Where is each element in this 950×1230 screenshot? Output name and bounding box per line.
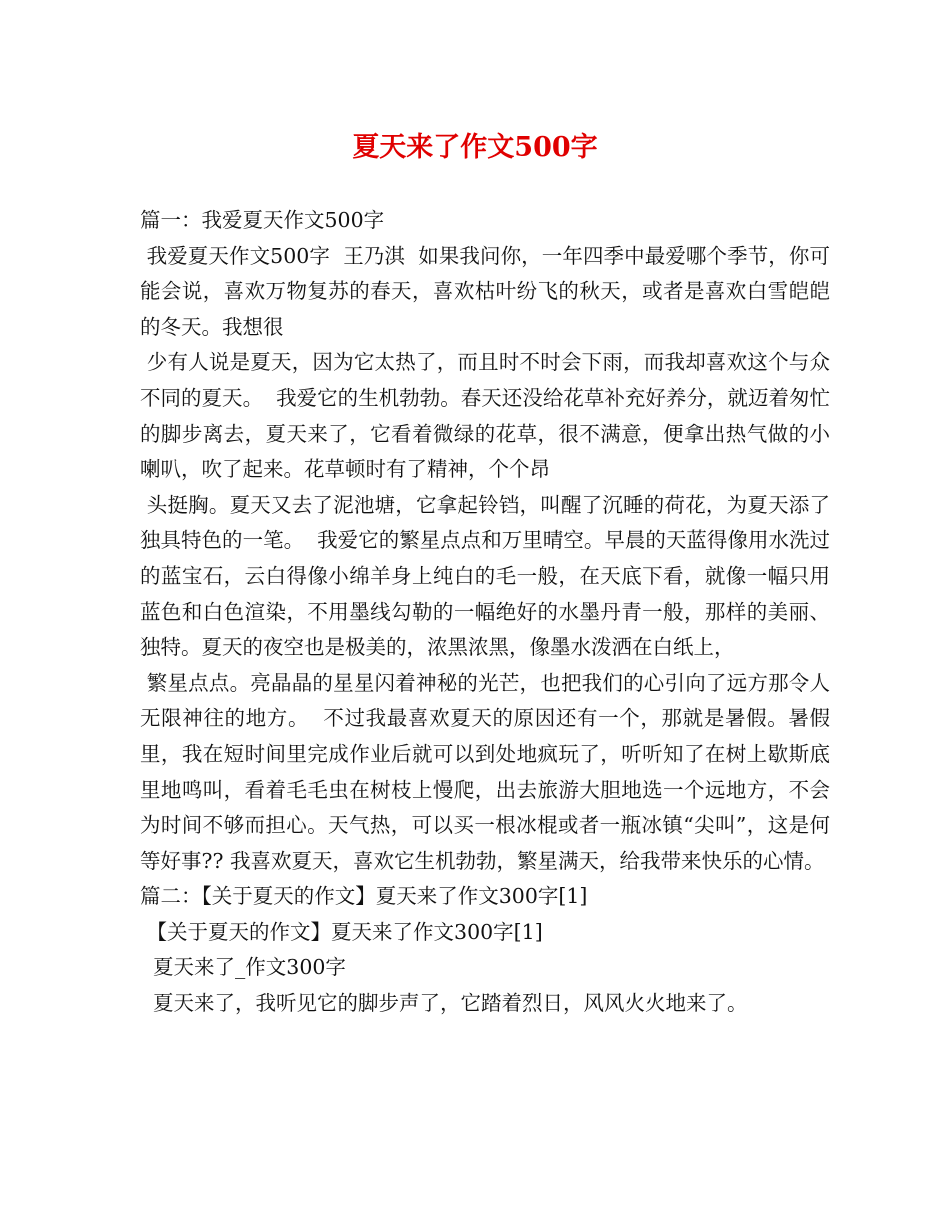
document-body: [140, 203, 830, 1022]
paragraph: 头挺胸。夏天又去了泥池塘，它拿起铃铛，叫醒了沉睡的荷花，为夏天添了独具特色的一笔。 我爱它的繁星点点和万里晴空。早晨的天蓝得像用水洗过的蓝宝石，云白得像小绵羊身上纯白的毛一般，在天底下看，就像一幅只用蓝色和白色渲染，不用墨线勾勒的一幅绝好的水墨丹青一般，那样的美丽、独特。夏天的夜空也是极美的，浓黑浓黑，像墨水泼洒在白纸上，: [140, 492, 830, 660]
paragraph: 我爱夏天作文500字 王乃淇 如果我问你，一年四季中最爱哪个季节，你可能会说，喜欢万物复苏的春天，喜欢枯叶纷飞的秋天，或者是喜欢白雪皑皑的冬天。我想很: [140, 243, 830, 339]
paragraph: 繁星点点。亮晶晶的星星闪着神秘的光芒，也把我们的心引向了远方那令人无限神往的地方。 不过我最喜欢夏天的原因还有一个，那就是暑假。暑假里，我在短时间里完成作业后就可以到处地疯玩了，听听知了在树上歇斯底里地鸣叫，看着毛毛虫在树枝上慢爬，出去旅游大胆地选一个远地方，不会为时间不够而担心。天气热，可以买一根冰棍或者一瓶冰镇“尖叫”，这是何等好事?? 我喜欢夏天，喜欢它生机勃勃，繁星满天，给我带来快乐的心情。: [140, 670, 830, 873]
paragraph: 夏天来了，我听见它的脚步声了，它踏着烈日，风风火火地来了。: [140, 991, 748, 1016]
paragraph: 夏天来了_作文300字: [140, 955, 346, 980]
document-title: 夏天来了作文500字: [352, 132, 598, 163]
paragraph: 【关于夏天的作文】夏天来了作文300字[1]: [140, 919, 543, 944]
paragraph: 少有人说是夏天，因为它太热了，而且时不时会下雨，而我却喜欢这个与众不同的夏天。 我爱它的生机勃勃。春天还没给花草补充好养分，就迈着匆忙的脚步离去，夏天来了，它看着微绿的花草，很不满意，便拿出热气做的小喇叭，吹了起来。花草顿时有了精神，个个昂: [140, 350, 830, 482]
section-heading: 篇二：【关于夏天的作文】夏天来了作文300字[1]: [140, 884, 588, 909]
section-heading: 篇一：我爱夏天作文500字: [140, 208, 385, 232]
